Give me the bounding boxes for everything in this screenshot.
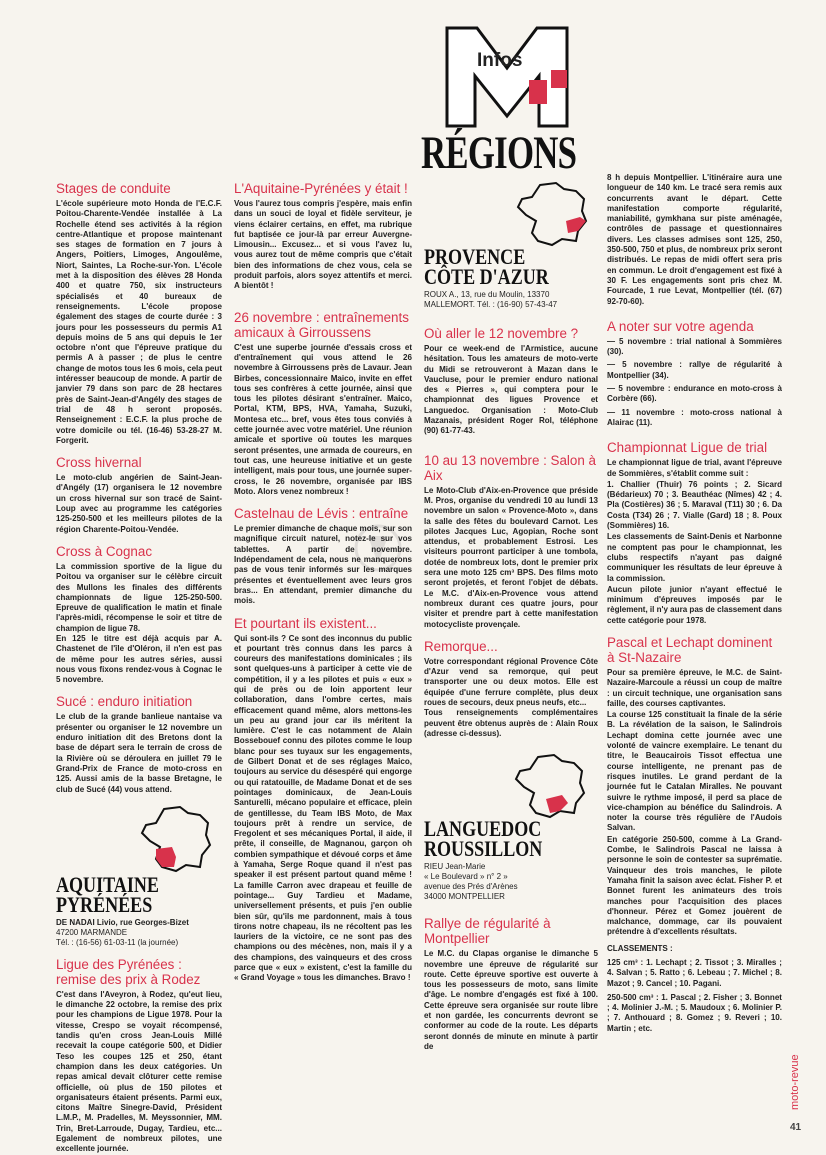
article-body: Les classements de Saint-Denis et Narbonne ne comptent pas pour le championnat, les clubs respectifs n'ayant pas daigné communiquer les résultats de leur épreuve à la commission. (607, 532, 782, 583)
page-number: 41 (790, 1122, 802, 1133)
column-1 (56, 181, 222, 1155)
m-logo (443, 18, 571, 130)
france-map-icon (136, 805, 216, 875)
article-title: Cross à Cognac (56, 543, 153, 559)
article-title: Sucé : enduro initiation (56, 694, 193, 710)
magazine-name (789, 1048, 805, 1118)
article-body: Le Moto-Club d'Aix-en-Provence que préside M. Pros, organise du vendredi 10 au lundi 13 novembre un salon « Provence-Moto », dans la salle des fêtes du boulevard Carnot. Les pilotes Jacques Luc, Agopian, Roche sont attendus, et probablement Estrosi. Les visiteurs pourront participer à une tombola, dotée de nombreux lots, dont le premier prix sera une moto 125 cm³ BPS. Des films moto seront projetés, et feront l'objet de débats. Le M.C. d'Aix-en-Provence vous attend nombreux durant ces quatre jours, pour visiter et prendre part à cette manifestation motocycliste provençale. (424, 485, 598, 629)
article-body: Pour ce week-end de l'Armistice, aucune hésitation. Tous les amateurs de moto-verte du Midi se retrouveront à Mazan dans le Vaucluse, pour le premier enduro national des « Pierres », qui comptera pour le championnat des ligues Provence et Languedoc. Organisation : Moto-Club Mazanais, président Roger Rol, téléphone (90) 61-77-43. (424, 344, 598, 436)
article-body: Le premier dimanche de chaque mois, sur son magnifique circuit naturel, notez-le sur vos tablettes. A partir de novembre. Indépendament de cela, nous ne manquerons pas de vous tenir informés sur les marques présentes et éventuellement avec leurs gros bras... En attendant, premier dimanche du mois. (234, 524, 412, 606)
article-title: Stages de conduite (56, 181, 171, 196)
address-line: 47200 MARMANDE (56, 927, 128, 937)
column-3 (424, 181, 598, 1052)
article-body: Le club de la grande banlieue nantaise va présenter ou organiser le 12 novembre un enduro initiation dit des Bretons dont la base de départ sera le terrain de cross de la Rivière où se déroulera en juillet 79 le Grand-Prix de France de moto-cross en 125. Aussi amis de la basse Bretagne, le club de Sucé (44) vous attend. (56, 712, 222, 794)
region-aquitaine (56, 805, 222, 948)
region-address (424, 862, 598, 902)
article-title: Et pourtant ils existent... (234, 615, 377, 631)
region-name: PYRÉNÉES (56, 891, 153, 917)
france-map-icon (512, 181, 592, 247)
article-body: 8 h depuis Montpellier. L'itinéraire aura une longueur de 140 km. Le tracé sera remis aux concurrents avant le départ. Cette manifestation comporte régularité, maniabilité, gymkhana sur piste aménagée, contrôles de passage et questionnaires divers. Les classes admises sont 125, 250, 350-500, 750 et plus, de nombreux prix seront distribués. Le repas de midi offert sera pris en commun. Le droit d'engagement est fixé à 30 F. Les engagements sont pris chez M. Fourcade, 1 rue Levat, Montpellier (tél. (67) 92-70-60). (607, 173, 782, 306)
article-title: Rallye de régularité à Montpellier (424, 916, 551, 947)
article-body: En 125 le titre est déjà acquis par A. Chastenet de l'île d'Oléron, il n'en est pas de même pour les autres séries, aussi nous vous fixons rendez-vous à Cognac le 5 novembre. (56, 633, 222, 685)
section-title: RÉGIONS (421, 127, 577, 179)
page-header (0, 0, 826, 178)
article-body: C'est une superbe journée d'essais cross et d'entraînement qui vous attend le 26 novembre à Girroussens près de Lavaur. Jean Birbes, concessionnaire Maico, invite en effet tous ses confrères à cette journée, ainsi que tous les pilotes désirant s'entraîner. Maico, Portal, KTM, BPS, HVA, Yamaha, Suzuki, Montesa etc... bref, vous êtes tous conviés à cette journée avec votre matériel. Une réunion amicale et sportive où toutes les marques seront présentes, une armada de coureurs, en tout cas, une heureuse initiative et un geste intelligent, mais pour tous, une journée super-cross, le 26 novembre, organisée par IBS Moto. Alors venez nombreux ! (234, 342, 412, 496)
article-body: 1. Challier (Thuir) 76 points ; 2. Sicard (Bédarieux) 70 ; 3. Beauthéac (Nîmes) 42 ; 4. Pla (Costières) 36 ; 5. Maraval (T11) 30 ; 6. Da Costa (T34) 26 ; 7. Vialle (Gard) 18 ; 8. Poux (Sommières) 16. (607, 479, 782, 531)
magazine-label: moto-revue (789, 1054, 801, 1110)
address-line: « Le Boulevard » n° 2 » (424, 872, 508, 882)
article-body: Qui sont-ils ? Ce sont des inconnus du public et pourtant très connus dans les parcs à coureurs des manifestations dominicales ; ils sont quelques-uns à participer à cette vie de compétition, il y a les pilotes et puis « eux » qui de près ou de loin apportent leur collaboration, dans l'ombre certes, mais efficacement quand même, alors mettons-les un peu au grand jour car ils méritent la lumière. C'est le cas notamment de Alain Bossebouef connu des pilotes comme le loup blanc pour ses tuyaux sur les engagements, de Gilbert Donat et de ses réglages Maico, toujours au service du désespéré qui engorge ou qui ratatouille, de Madame Donat et de ses pointages dominicaux, de Jean-Louis Santurelli, mécano populaire et efficace, plein de gentillesse, du Team IBS Moto, de Max toujours prêt à rendre un service, de Fregolent et ses mécaniques Portal, il aide, il prête, il conseille, de Magnanou, garçon oh combien sympathique et dévoué corps et âme à Yamaha, Serge Roque quand il n'est pas speaker il est présent partout quand même ! La famille Carron avec drapeau et feuille de pointage... Guy Tardieu et Madame, universellement présents, et puis j'en oublie bien sûr, qu'ils me pardonnent, mais à tous tirons notre chapeau, ils ne récoltent pas les lauriers de la victoire, ce ne sont pas des champions ou des mécènes, non, mais il y a des champions, des vainqueurs et des cross parce que « eux » existent, c'est la famille du « Grand Voyage » tous les dimanches. Bravo ! (234, 633, 412, 983)
article-title: Pascal et Lechapt dominent à St-Nazaire (607, 634, 773, 665)
article-title: L'Aquitaine-Pyrénées y était ! (234, 181, 408, 196)
region-address: ROUX A., 13, rue du Moulin, 13370 MALLEMORT. Tél. : (16-90) 57-43-47 (424, 290, 558, 309)
article-title: Championnat Ligue de trial (607, 440, 768, 456)
article-body: Le championnat ligue de trial, avant l'épreuve de Sommières, s'établit comme suit : (607, 458, 782, 478)
region-name: AQUITAINE (56, 871, 159, 897)
address-line: DE NADAI Livio, rue Georges-Bizet (56, 917, 189, 927)
article-title: Cross hivernal (56, 455, 142, 471)
article-title: 26 novembre : entraînements amicaux à Girroussens (234, 309, 409, 340)
article-title: 10 au 13 novembre : Salon à Aix (424, 452, 596, 483)
article-title: Où aller le 12 novembre ? (424, 326, 579, 341)
region-name: PROVENCE (424, 244, 526, 269)
article-body: Votre correspondant régional Provence Côte d'Azur vend sa remorque, qui peut transporter une ou deux motos. Elle est équipée d'une ferrure complète, plus deux roues de secours, deux pneus neufs, etc... (424, 656, 598, 708)
results-125: 125 cm³ : 1. Lechapt ; 2. Tissot ; 3. Miralles ; 4. Salvan ; 5. Ratto ; 6. Lebeau ; 7. Michel ; 8. Mazot ; 9. Cancel ; 10. Pagani. (607, 958, 782, 988)
results-250: 250-500 cm³ : 1. Pascal ; 2. Fisher ; 3. Bonnet ; 4. Molinier J.-M. ; 5. Maudoux ; 6. Molinier P. ; 7. Anthouard ; 8. Gomez ; 9. Reveri ; 10. Martin ; etc. (607, 992, 782, 1033)
infos-label: Infos (477, 50, 523, 71)
agenda-item: — 5 novembre : trial national à Sommières (30). (607, 336, 782, 357)
region-name: LANGUEDOC (424, 816, 542, 842)
article-body: Vous l'aurez tous compris j'espère, mais enfin dans un souci de loyal et fidèle serviteur, je viens éclairer certains, en effet, ma rubrique fut baptisée ce jour-là par erreur Auvergne-Limousin... Excusez... et si vous l'avez lu, vous aurez tout de même compris que c'était bien des informations de chez vous, cela se produit parfois, alors soyez attentifs et merci. A bientôt ! (234, 199, 412, 291)
article-title: Ligue des Pyrénées : remise des prix à Rodez (56, 956, 201, 987)
article-body: Pour sa première épreuve, le M.C. de Saint-Nazaire-Marcoule a réussi un coup de maître : un circuit technique, une organisation sans faille, des courses captivantes. (607, 667, 782, 708)
address-line: 34000 MONTPELLIER (424, 892, 505, 902)
article-title: Remorque... (424, 638, 498, 654)
article-body: La commission sportive de la ligue du Poitou va organiser sur le célèbre circuit des Mullons les finales des différents championnats de ligue 125-250-500. Epreuve de qualification le matin et finale l'après-midi, récompense le soir et titre de champion de ligue 78. (56, 561, 222, 633)
article-body: L'école supérieure moto Honda de l'E.C.F. Poitou-Charente-Vendée installée à La Rochelle étend ses activités à la région centre-Atlantique et propose maintenant ses stages de formation en 7 jours à Angers, Poitiers, Limoges, Angoulême, Niort, Saintes, La Roche-sur-Yon. L'école met à la disposition des élèves 28 Honda 400 et quatre 750, six instructeurs spécialisés et 40 bureaux de renseignements. L'école propose également des stages de courte durée : 3 jours pour les possesseurs du permis A1 depuis moins de 5 ans qui depuis le 1er octobre n'ont que l'épreuve pratique du permis A à passer ; de plus le centre change de motos tous les 6 mois, cela peut intéresser beaucoup de monde. A partir de janvier 79 dans son parc de 28 hectares près de Saint-Jean-d'Angély des stages de trial de 48 h seront proposés. Renseignement : E.C.F. la plus proche de votre domicile ou tél. (16-46) 53-28-27 M. Forgerit. (56, 199, 222, 445)
results (607, 944, 782, 1034)
article-body: Le moto-club angérien de Saint-Jean-d'Angély (17) organisera le 12 novembre un cross hivernal sur son tracé de Saint-Loup avec au programme les catégories 125-250-500 et les meilleurs pilotes de la région Charente-Poitou-Vendée. (56, 473, 222, 534)
region-provence (424, 181, 598, 310)
article-body: Le M.C. du Clapas organise le dimanche 5 novembre une épreuve de régularité sur route. Cette épreuve sportive est ouverte à tous les possesseurs de moto, sans limite d'âge. Le nombre d'engagés est fixé à 100. Cette épreuve sera organisée sur route libre et non gardée, les concurrents devront se conformer au code de la route. Les départs seront donnés de minute en minute à partir de (424, 949, 598, 1051)
article-body: Aucun pilote junior n'ayant effectué le minimum d'épreuves imposés par le règlement, il n'y aura pas de classement dans cette catégorie pour 1978. (607, 584, 782, 625)
agenda-item: — 5 novembre : endurance en moto-cross à Corbère (66). (607, 384, 782, 404)
column-4 (607, 173, 782, 1034)
region-languedoc (424, 753, 598, 902)
column-2 (234, 181, 412, 984)
region-address (56, 918, 222, 948)
article-body: Tous renseignements complémentaires peuvent être obtenus auprès de : Alain Roux (adresse ci-dessus). (424, 708, 598, 738)
france-map-icon (510, 753, 592, 819)
results-title: CLASSEMENTS : (607, 943, 673, 953)
agenda-item: — 5 novembre : rallye de régularité à Montpellier (34). (607, 360, 782, 380)
region-name: CÔTE D'AZUR (424, 264, 549, 289)
article-body: C'est dans l'Aveyron, à Rodez, qu'eut lieu, le dimanche 22 octobre, la remise des prix pour les champions de Ligue 1978. Pour la vitesse, Crespo se voyait récompensé, tandis qu'en cross Jean-Louis Millé recevait la coupe catégorie 500, et Didier Teso les coupes 125 et 250, étant champion dans les deux catégories. Un repas amical devait clôturer cette remise officielle, où plus de 150 pilotes et organisateurs étaient présents. Parmi eux, citons Maître Sinegre-David, Président L.M.P., M. Pradelles, M. Meyssonnier, MM. Trin, Bret-Larroude, Dugay, Tardieu, etc... Egalement de nombreux pilotes, une excellente journée. (56, 989, 222, 1154)
article-title: A noter sur votre agenda (607, 318, 754, 334)
article-title: Castelnau de Lévis : entraîne (234, 506, 409, 522)
article-body: La course 125 constituait la finale de la série B. La révélation de la saison, le Salindrois Lechapt domina cette journée avec une volonté de vaincre exemplaire. Le tenant du titre, le Beaucairois Tissot effectua une course intelligente, ne prenant pas de risques inutiles. Le grand perdant de la journée fut le Catalan Miralles. Ne pouvant suivre le rythme imposé, il perd sa place de vice-champion au bénéfice du Salindrois. A noter la course très régulière de l'Audois Salvan. (607, 710, 782, 833)
agenda-item: — 11 novembre : moto-cross national à Alairac (11). (607, 407, 782, 427)
region-name: ROUSSILLON (424, 836, 543, 862)
article-body: En catégorie 250-500, comme à La Grand-Combe, le Salindrois Pascal ne laissa à personne le soin de contester sa suprématie. Vainqueur des trois manches, le pilote Yamaha finit la saison avec éclat. Fisher P. et Bonnet furent les animateurs des trois manches pour l'acquisition des places d'honneur. Pérez et Gomez jouèrent de malchance, dommage, car ils pouvaient prétendre à d'excellents résultats. (607, 834, 782, 937)
address-line: RIEU Jean-Marie (424, 862, 486, 872)
agenda-list (607, 337, 782, 428)
address-line: Tél. : (16-56) 61-03-11 (la journée) (56, 937, 179, 947)
address-line: avenue des Prés d'Arènes (424, 882, 518, 892)
